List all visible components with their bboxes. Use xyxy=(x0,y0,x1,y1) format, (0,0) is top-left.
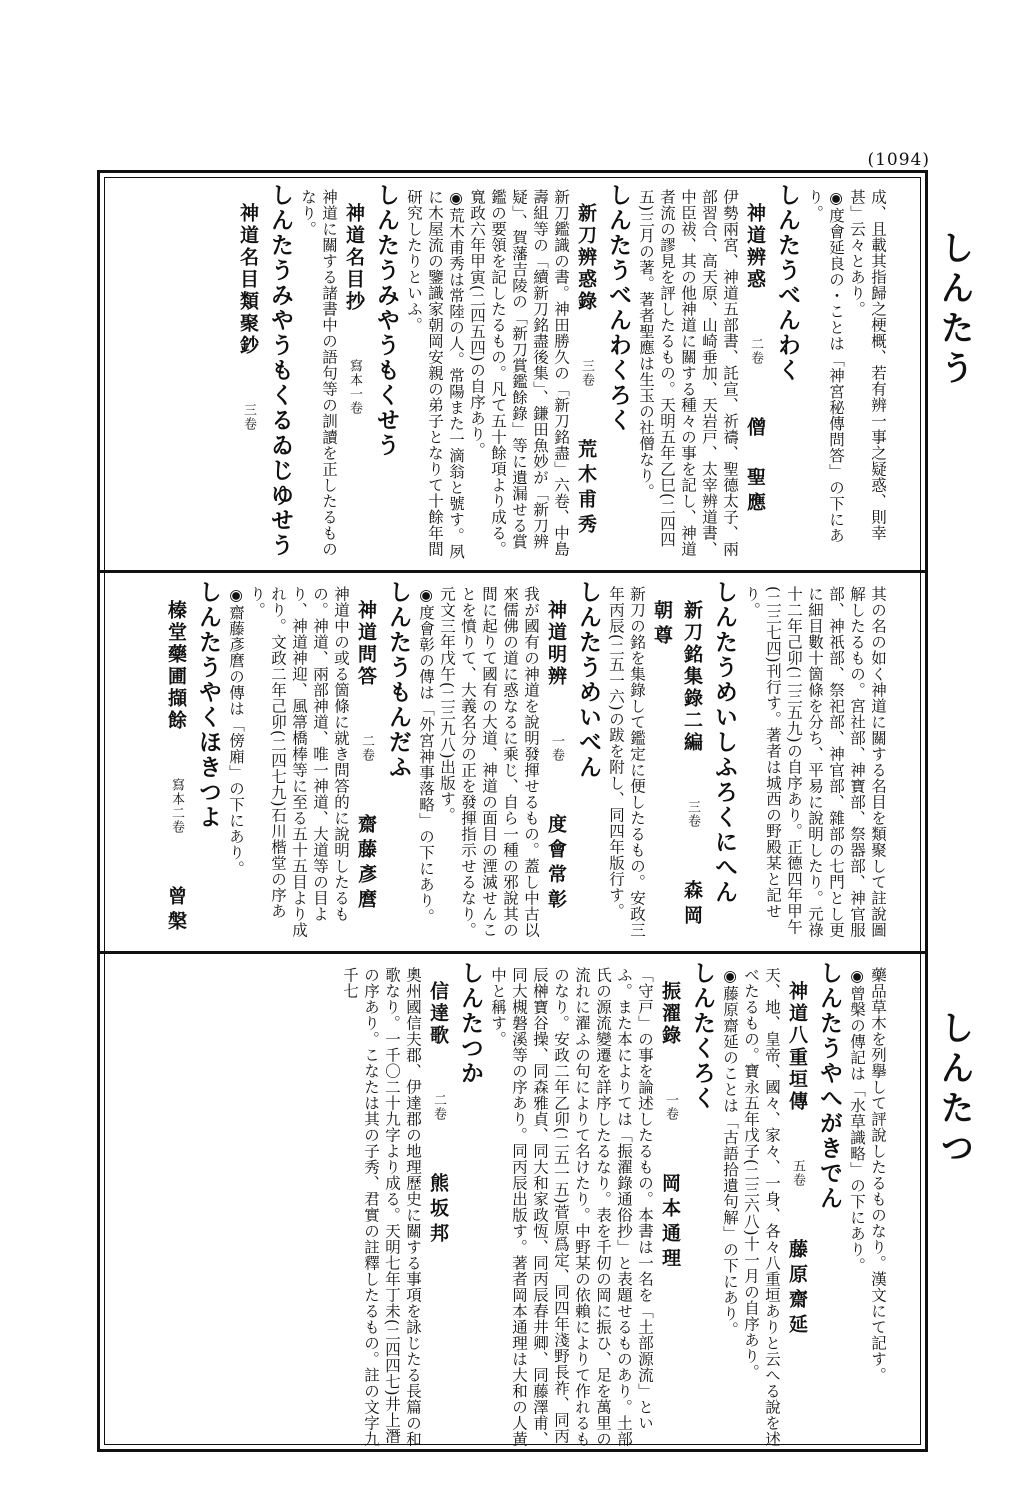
entry-volumes: 二卷 xyxy=(431,1093,446,1121)
entry-title-line xyxy=(647,580,707,946)
entry-heading: しんたうみやうもくせう xyxy=(373,183,399,458)
entry-author: 藤原齋延 xyxy=(786,1239,808,1339)
entry-text: 奧州國信夫郡、伊達郡の地理歷史に關する事項を詠じたる長篇の和歌なり。一千〇二十九字より成る。天明七年丁未(二四四七)井上潛の序あり。こなたは其の子秀、君實の註釋したるもの。註の文字九千七 xyxy=(341,967,422,1447)
entry-author: 僧 聖應 xyxy=(744,417,766,517)
entry-title: 神道名目類聚鈔 xyxy=(237,203,259,357)
continued-text: 藥品草木を列擧して評說したるものなり。漢文にて記す。 xyxy=(869,967,887,1383)
entry-volumes: 五卷 xyxy=(790,1159,805,1187)
entry-text: 神道中の或る箇條に就き問答的に說明したるもの。神道、兩部神道、唯一神道、大道等の目より、神道神迎、風箒橋棒等に至る五十五目より成れり。文政二年己卯(二四七九)石川楷堂の序あり。 xyxy=(248,586,350,938)
entry-note: ◉藤原齋延のことは「古語拾遺句解」の下にあり。 xyxy=(721,967,739,1338)
entry-heading: しんたうめいしふろくにへん xyxy=(711,580,737,905)
entry-title: 新刀辨惑錄 xyxy=(575,203,597,313)
entry-title-line xyxy=(740,183,770,565)
continued-text: 成、且載其指歸之梗概、若有辨一事之疑惑、則幸甚」云々とあり。 xyxy=(848,189,887,541)
entry-title-line xyxy=(571,183,601,565)
page-number: (1094) xyxy=(867,150,930,170)
entry-title: 神道名目抄 xyxy=(343,203,365,313)
entry-note: ◉齋藤彥麿の傳は「傍廂」の下にあり。 xyxy=(227,586,245,877)
entry-title: 振濯錄 xyxy=(659,981,681,1047)
entry-heading: しんたうやくほきつよ xyxy=(195,580,221,830)
entry-volumes: 三卷 xyxy=(579,359,594,387)
continued-note: ◉度會延良の・ことは「神宮秘傳問答」の下にあり。 xyxy=(806,189,845,544)
entry-heading: しんたうもんだふ xyxy=(385,580,411,780)
entry-author: 齋藤彥麿 xyxy=(355,814,377,914)
entry-author: 曾槃 xyxy=(165,886,187,936)
entry-volumes: 三卷 xyxy=(241,403,256,431)
entry-text: 天、地、皇帝、國々、家々、一身、各々八重垣ありと云へる說を述べたるもの。寶永五年戊子(二三六八)十一月の自序あり。 xyxy=(742,967,781,1447)
entry-title-line xyxy=(233,183,263,565)
entry-heading: しんたうみやうもくるゐじゆせう xyxy=(267,183,293,558)
entry-title: 榛堂藥圃擷餘 xyxy=(165,600,187,732)
entry-text: 「守戸」の事を論述したるもの。本書は一名を「土部源流」といふ。また本によりては「振濯錄通俗抄」と表題せるものあり。土部氏の源流變遷を詳序したるなり。表を千仞の岡に振ひ、足を萬里の流れに濯ふの句によりて名けたり。中野某の依賴によりて作れるものなり。安政二年乙卯(二五一五)菅原爲定、同四年淺野長祚、同丙辰榊寶谷操、同森雅貞、同大和家政恆、同丙辰春井卿、同藤澤甫、同大槻磐溪等の序あり。同丙辰出版す。著者岡本通理は大和の人黃中と稱す。 xyxy=(489,967,654,1447)
entry-volumes: 寫本二卷 xyxy=(169,778,184,834)
entry-title-line xyxy=(782,961,812,1447)
entry-title: 神道八重垣傳 xyxy=(786,981,808,1113)
entry-heading: しんたうべんわく xyxy=(774,183,800,383)
entry-author: 岡本通理 xyxy=(659,1173,681,1273)
entry-title-line xyxy=(541,580,571,946)
entry-text: 新刀鑑識の書。神田勝久の「新刀銘盡」六卷、中島壽組等の「續新刀銘盡後集」、鎌田魚妙が「新刀辨疑」、賀藩吉陵の「新刀賞鑑餘錄」等に遺漏せる賞鑑の要領を記したるもの。凡て五十餘項より成る。寬政六年甲寅(二四五四)の自序あり。 xyxy=(468,189,570,557)
entry-heading: しんたうべんわくろく xyxy=(605,183,631,433)
entry-volumes: 一卷 xyxy=(663,1093,678,1121)
entry-title-line xyxy=(655,961,685,1447)
band-divider xyxy=(97,951,928,954)
entry-title: 神道問答 xyxy=(355,600,377,688)
entry-author: 度會常彰 xyxy=(545,814,567,914)
entry-heading: しんたくろく xyxy=(689,961,715,1111)
entry-title-line xyxy=(339,183,369,565)
entry-volumes: 一卷 xyxy=(549,734,564,762)
running-header-bottom: しんたつ xyxy=(934,1010,974,1170)
entry-title: 神道明辨 xyxy=(545,600,567,688)
running-header-top: しんたう xyxy=(934,230,974,390)
entry-author: 荒木甫秀 xyxy=(575,439,597,539)
entry-author: 森岡朝尊 xyxy=(651,600,703,930)
entry-volumes: 二卷 xyxy=(748,337,763,365)
entry-title-line xyxy=(351,580,381,946)
entry-title-line xyxy=(161,580,191,946)
entry-heading: しんたつか xyxy=(457,961,483,1086)
entry-volumes: 二卷 xyxy=(359,734,374,762)
entry-author: 熊坂邦 xyxy=(427,1173,449,1248)
entry-title: 神道辨惑 xyxy=(744,203,766,291)
band-2 xyxy=(108,580,888,946)
entry-text: 新刀の銘を集錄して鑑定に便したるもの。安政三年丙辰(二五一六)の跋を附し、同四年版行す。 xyxy=(607,586,646,938)
entry-note: ◉度會彰の傳は「外宮神事落略」の下にあり。 xyxy=(417,586,435,925)
continued-note: ◉曾槃の傳記は「水草識略」の下にあり。 xyxy=(848,967,866,1274)
entry-volumes: 寫本一卷 xyxy=(347,359,362,415)
entry-text: 神道に關する諸書中の語句等の訓讀を正したるものなり。 xyxy=(299,189,338,557)
entry-text: 伊勢兩宮、神道五部書、託宣、祈禱、聖德太子、兩部習合、高天原、山崎垂加、天岩戸、太宰辨道書、中臣祓、其の他神道に關する種々の事を記し、神道者流の謬見を評したるもの。天明五年乙巳(二四四五)三月の著。著者聖應は生玉の社僧なり。 xyxy=(637,189,739,557)
entry-heading: しんたうめいべん xyxy=(575,580,601,780)
entry-title-line xyxy=(423,961,453,1447)
entry-title: 信達歌 xyxy=(427,981,449,1047)
entry-note: ◉荒木甫秀は常陸の人。常陽また一滴翁と號す。夙に木屋流の鑒識家朝岡安親の弟子となりて十餘年間研究したりといふ。 xyxy=(405,189,465,560)
band-1 xyxy=(108,183,888,565)
continued-text: 其の名の如く神道に關する名目を類聚して註說圖解したるもの。宮社部、神寶部、祭器部、神官服部、神祇部、祭祀部、神官部、雜部の七門とし更に細目數十箇條を分ち、平易に說明したり。元祿十二年己卯(二三五九)の自序あり。正德四年甲午(二三七四)刊行す。著者は城西の野殿某と記せり。 xyxy=(743,586,887,938)
entry-text: 我が國有の神道を說明發揮せるもの。蓋し中古以來儒佛の道に惑なるに乘じ、自ら一種の邪說其の間に起りて國有の大道、神道の面目の湮滅せんことを憤りて、大義名分の正を發揮指示せるなり。元文三年戊午(二三九八)出版す。 xyxy=(438,586,540,938)
band-3 xyxy=(108,961,888,1447)
entry-volumes: 三卷 xyxy=(685,800,700,828)
band-divider xyxy=(97,570,928,573)
entry-title: 新刀銘集錄二編 xyxy=(681,600,703,754)
entry-heading: しんたうやへがきでん xyxy=(816,961,842,1211)
